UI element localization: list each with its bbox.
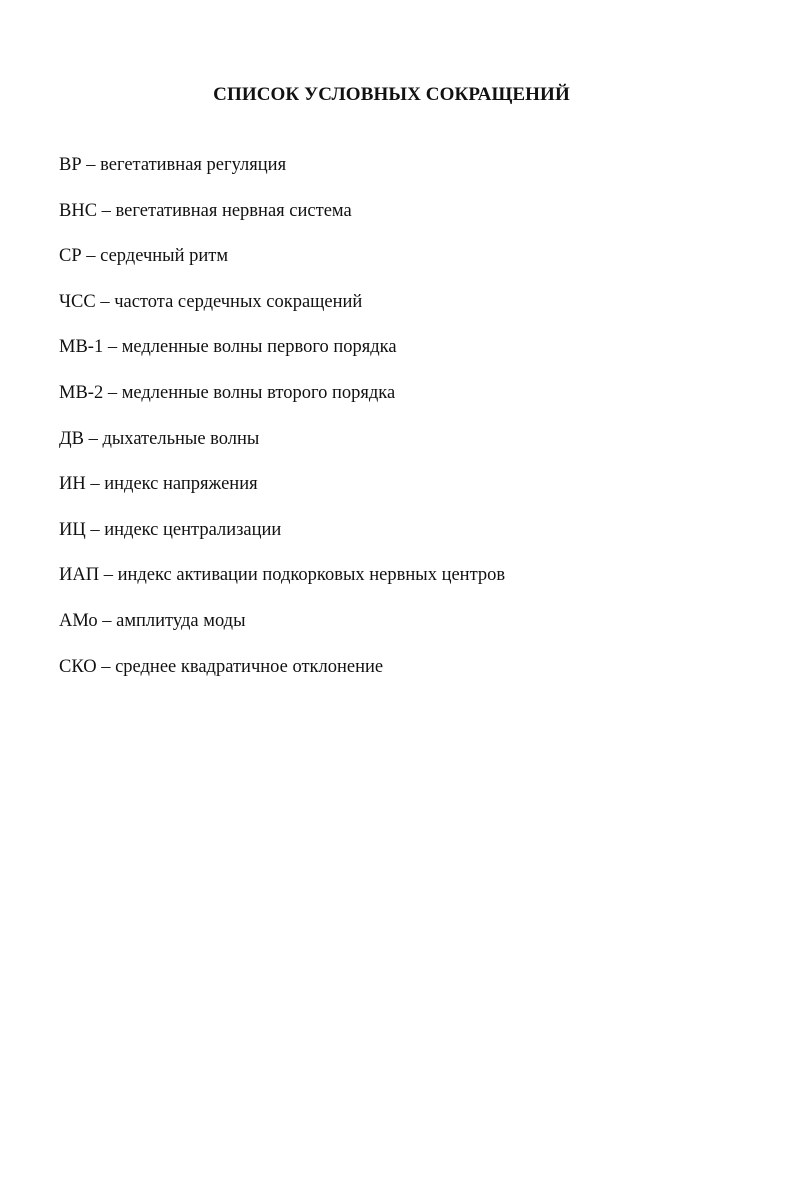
list-item: [59, 562, 505, 608]
separator: –: [96, 656, 116, 677]
list-item: [59, 289, 505, 335]
abbreviation: ВНС: [59, 200, 98, 221]
separator: –: [85, 474, 105, 495]
definition: среднее квадратичное отклонение: [115, 656, 384, 677]
abbreviation: ВР: [59, 155, 82, 175]
separator: –: [81, 155, 101, 175]
abbreviation: ИН: [59, 474, 86, 495]
separator: –: [103, 337, 122, 358]
separator: –: [97, 610, 117, 631]
abbreviation: ИАП: [59, 565, 100, 586]
separator: –: [81, 246, 101, 267]
definition: индекс централизации: [104, 519, 282, 540]
separator: –: [95, 291, 115, 312]
definition: индекс активации подкорковых нервных центров: [117, 565, 506, 586]
abbreviation: АМо: [59, 610, 98, 631]
abbreviation-list: [59, 152, 505, 699]
definition: сердечный ритм: [100, 246, 229, 267]
list-item: [59, 426, 505, 472]
abbreviation: СР: [59, 246, 82, 267]
separator: –: [99, 565, 118, 586]
separator: –: [83, 428, 103, 449]
definition: медленные волны второго порядка: [121, 382, 396, 403]
abbreviation: СКО: [59, 656, 97, 677]
definition: частота сердечных сокращений: [114, 291, 363, 312]
definition: вегетативная нервная система: [115, 200, 352, 221]
separator: –: [85, 519, 105, 540]
abbreviation: МВ-1: [59, 337, 104, 358]
list-item: [59, 471, 505, 517]
abbreviation: МВ-2: [59, 382, 104, 403]
separator: –: [103, 382, 122, 403]
list-item: [59, 198, 505, 244]
list-item: [59, 243, 505, 289]
list-item: [59, 152, 505, 198]
definition: индекс напряжения: [104, 474, 258, 495]
definition: амплитуда моды: [116, 610, 246, 631]
definition: медленные волны первого порядка: [121, 337, 397, 358]
definition: вегетативная регуляция: [100, 155, 287, 175]
abbreviation: ИЦ: [59, 519, 86, 540]
definition: дыхательные волны: [102, 428, 260, 449]
abbreviation: ДВ: [59, 428, 84, 449]
list-item: [59, 380, 505, 426]
abbreviation: ЧСС: [59, 291, 96, 312]
list-item: [59, 334, 505, 380]
separator: –: [97, 200, 116, 221]
list-item: [59, 517, 505, 563]
page-title: СПИСОК УСЛОВНЫХ СОКРАЩЕНИЙ: [213, 84, 570, 105]
list-item: [59, 654, 505, 700]
list-item: [59, 608, 505, 654]
